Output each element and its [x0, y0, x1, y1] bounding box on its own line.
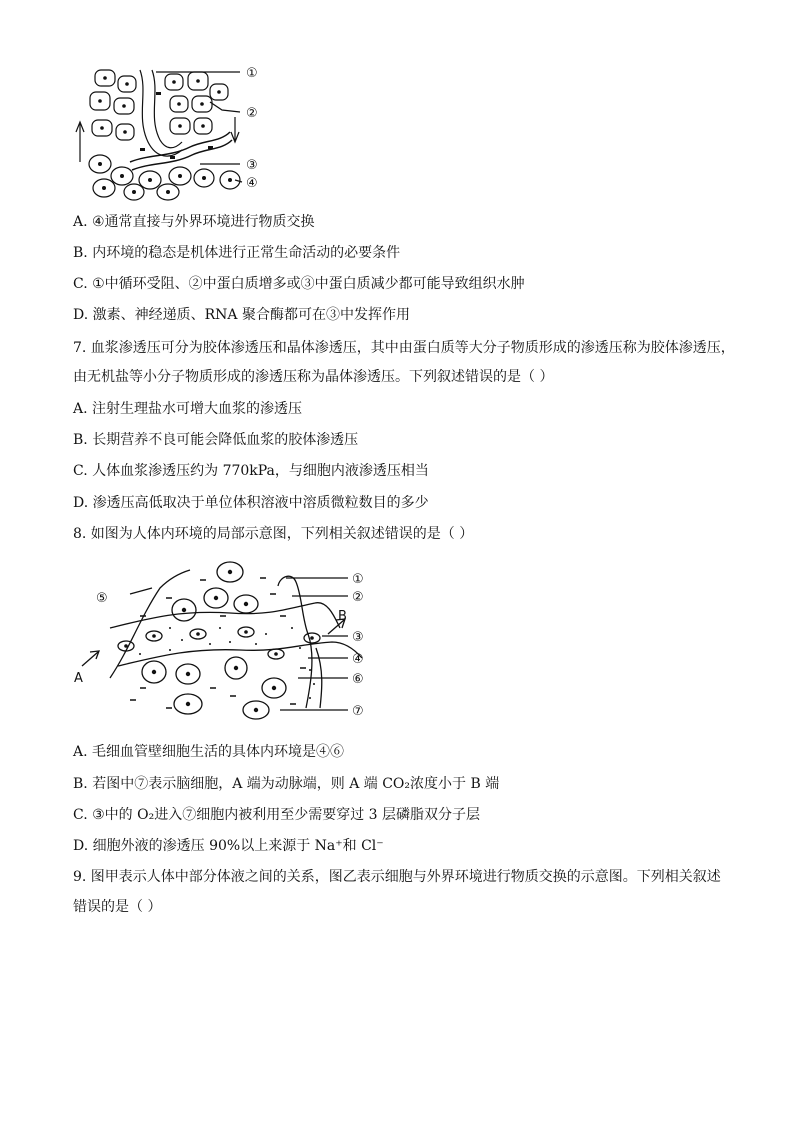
fig2-label-4: ④	[352, 652, 364, 667]
fig1-label-2: ②	[246, 106, 258, 121]
q7-option-d: D. 渗透压高低取决于单位体积溶液中溶质微粒数目的多少	[73, 495, 429, 511]
fig1-label-4: ④	[246, 176, 258, 191]
q8-option-a: A. 毛细血管壁细胞生活的具体内环境是④⑥	[73, 744, 345, 760]
fig2-label-7: ⑦	[352, 704, 364, 719]
q9-stem-line2: 错误的是（ ）	[73, 899, 162, 915]
fig1-label-3: ③	[246, 158, 258, 173]
q9-stem-line1: 9. 图甲表示人体中部分体液之间的关系，图乙表示细胞与外界环境进行物质交换的示意图。下列相关叙述	[73, 869, 721, 885]
tissue-diagram-2-svg	[70, 558, 380, 728]
q7-stem-line2: 由无机盐等小分子物质形成的渗透压称为晶体渗透压。下列叙述错误的是（ ）	[73, 369, 554, 385]
figure-tissue-diagram-1	[70, 62, 270, 202]
q6-option-d: D. 激素、神经递质、RNA 聚合酶都可在③中发挥作用	[73, 307, 410, 323]
q8-stem: 8. 如图为人体内环境的局部示意图，下列相关叙述错误的是（ ）	[73, 526, 474, 542]
q7-option-b: B. 长期营养不良可能会降低血浆的胶体渗透压	[73, 432, 359, 448]
fig2-label-a: A	[74, 671, 83, 686]
fig2-label-b: B	[338, 609, 347, 624]
q6-option-c: C. ①中循环受阻、②中蛋白质增多或③中蛋白质减少都可能导致组织水肿	[73, 276, 525, 292]
q8-option-b: B. 若图中⑦表示脑细胞，A 端为动脉端，则 A 端 CO₂浓度小于 B 端	[73, 776, 500, 792]
q7-option-a: A. 注射生理盐水可增大血浆的渗透压	[73, 401, 303, 417]
q6-option-b: B. 内环境的稳态是机体进行正常生命活动的必要条件	[73, 245, 401, 261]
q8-option-c: C. ③中的 O₂进入⑦细胞内被利用至少需要穿过 3 层磷脂双分子层	[73, 807, 481, 823]
fig2-label-6: ⑥	[352, 672, 364, 687]
fig2-label-2: ②	[352, 590, 364, 605]
fig2-label-1: ①	[352, 572, 364, 587]
fig2-label-5: ⑤	[96, 591, 108, 606]
q7-stem-line1: 7. 血浆渗透压可分为胶体渗透压和晶体渗透压，其中由蛋白质等大分子物质形成的渗透压称为胶体渗透压，	[73, 340, 735, 356]
fig1-label-1: ①	[246, 66, 258, 81]
q6-option-a: A. ④通常直接与外界环境进行物质交换	[73, 214, 315, 230]
q8-option-d: D. 细胞外液的渗透压 90%以上来源于 Na⁺和 Cl⁻	[73, 838, 384, 854]
fig2-label-3: ③	[352, 630, 364, 645]
q7-option-c: C. 人体血浆渗透压约为 770kPa，与细胞内液渗透压相当	[73, 463, 429, 479]
tissue-diagram-1-svg	[70, 62, 270, 202]
figure-tissue-diagram-2	[70, 558, 380, 728]
